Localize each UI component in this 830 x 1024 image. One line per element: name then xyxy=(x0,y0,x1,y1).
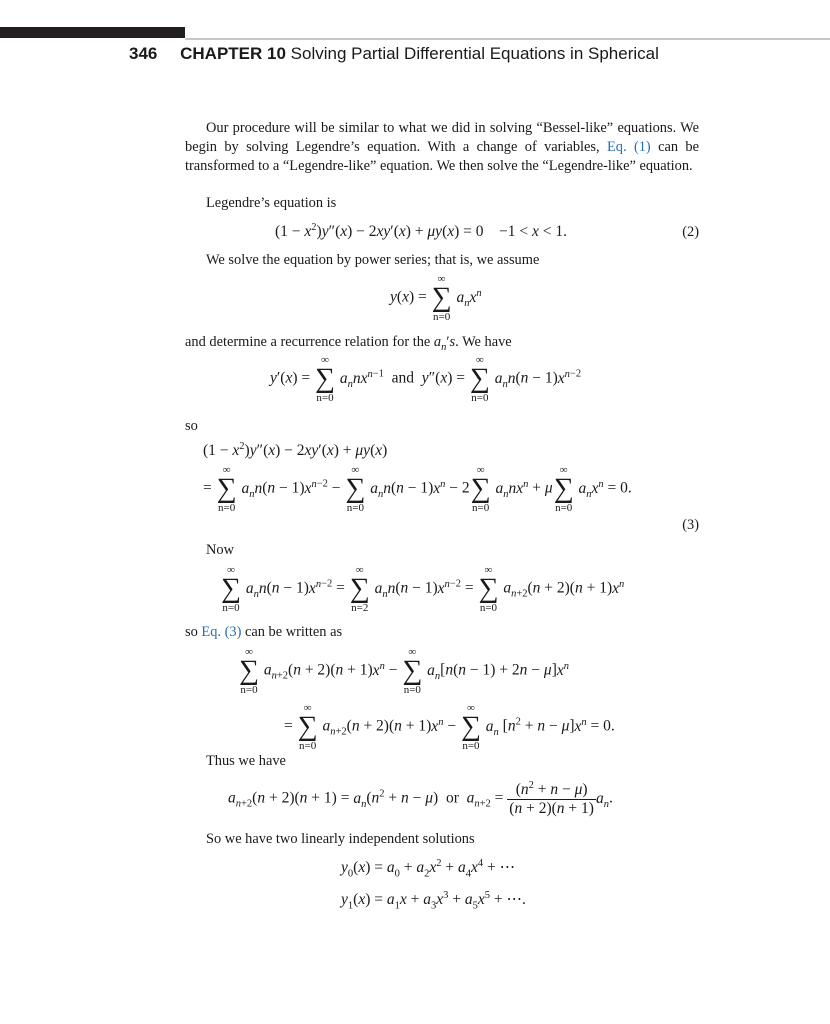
paragraph-thus: Thus we have xyxy=(206,753,286,769)
equation-combined-1: ∞ ∑ n=0 $a_{n+2}(n + 2)(n + 1)x^n$ − ∞ ∑ n=0 $a_n[n(n - 1) + 2n - \mu]x^n$ xyxy=(239,646,569,696)
equation-combined-2: = ∞ ∑ n=0 $a_{n+2}(n + 2)(n + 1)x^n$ − ∞ ∑ n=0 $a_n$ $[n^2 + n - \mu]x^n = 0$. xyxy=(284,702,615,752)
equation-derivatives: y′(x) = ∞ ∑ n=0 $a_nnx^{n-1}$ and y″(x) = ∞ ∑ n=0 $a_nn(n - 1)x^{n-2}$ xyxy=(270,354,582,404)
chapter-title: Solving Partial Differential Equations in Spherical xyxy=(290,44,659,63)
page-number: 346 xyxy=(129,44,158,63)
header-rule xyxy=(185,38,830,40)
paragraph-now: Now xyxy=(206,542,234,558)
paragraph-recurrence: and determine a recurrence relation for the $a_n's$. We have xyxy=(185,334,512,353)
equation-series: y(x) = ∞ ∑ n=0 $a_nx^n$ xyxy=(390,273,482,323)
header-bar-dark xyxy=(0,27,185,38)
paragraph-so: so xyxy=(185,418,198,434)
paragraph-legendre: Legendre’s equation is xyxy=(206,195,337,211)
equation-2: $(1 - x^2)y''(x) - 2xy'(x) + \mu y(x) = 0$ −1 < x < 1. xyxy=(275,222,568,241)
equation-recurrence: $a_{n+2}(n + 2)(n + 1) = a_n(n^2 + n - \mu)$ or $a_{n+2}$ = $\frac{(n^2 + n - \mu)}{(n + 2)(n + 1)}$ $a_n$. xyxy=(228,780,613,818)
equation-y0: $y_0(x) = a_0 + a_2x^2 + a_4x^4$ + ⋯ xyxy=(341,858,516,880)
paragraph-rewrite: so Eq. (3) can be written as xyxy=(185,624,343,640)
paragraph-intro: Our procedure will be similar to what we did in solving “Bessel-like” equations. We begin by solving Legendre’s equation. With a change of variables, Eq. (1) can be transformed to a “Legendre-like” equation. We then solve the “Legendre-like” equation. xyxy=(185,120,700,174)
paragraph-solutions: So we have two linearly independent solutions xyxy=(206,831,475,847)
equation-3-number: (3) xyxy=(682,517,699,533)
equation-shift: ∞ ∑ n=0 $a_nn(n - 1)x^{n-2}$ = ∞ ∑ n=2 $a_nn(n - 1)x^{n-2}$ = ∞ ∑ n=0 $a_{n+2}(n + 2)(n + 1)x^n$ xyxy=(221,564,625,614)
equation-3-line2: = ∞ ∑ n=0 $a_nn(n - 1)x^{n-2}$ − ∞ ∑ n=0 $a_nn(n - 1)x^n - 2$ ∞ ∑ n=0 $a_nnx^n + \mu$ ∞ ∑ n=0 $a_nx^n = 0$. xyxy=(203,464,632,514)
equation-3-line1: $(1 - x^2)y''(x) - 2xy'(x) + \mu y(x)$ xyxy=(203,441,388,460)
equation-2-number: (2) xyxy=(682,224,699,240)
equation-y1: $y_1(x) = a_1x + a_3x^3 + a_5x^5$ + ⋯. xyxy=(341,890,526,912)
eq1-link[interactable]: Eq. (1) xyxy=(607,139,651,155)
eq3-link[interactable]: Eq. (3) xyxy=(201,624,242,640)
chapter-label: CHAPTER 10 xyxy=(180,44,286,63)
paragraph-power-series: We solve the equation by power series; that is, we assume xyxy=(206,252,540,268)
running-header xyxy=(129,44,659,64)
